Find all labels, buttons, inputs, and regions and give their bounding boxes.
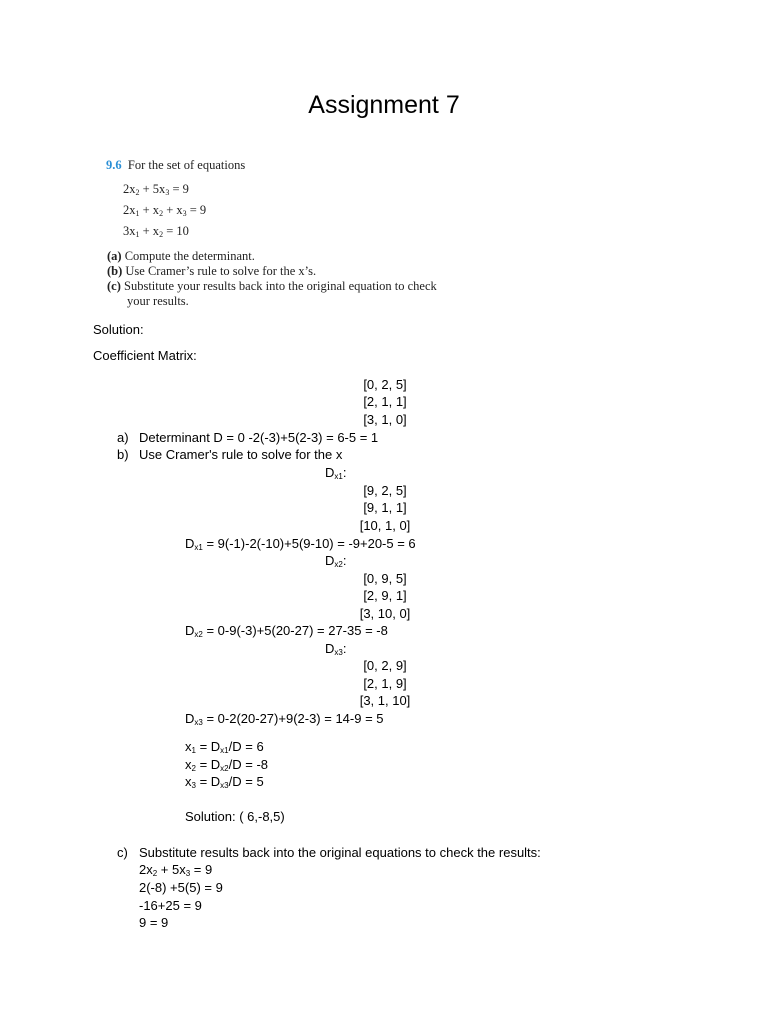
problem-equation-1: $2x_2 + 5x_3 = 9$ [123, 182, 189, 197]
coefficient-label: Coefficient Matrix: [93, 348, 197, 363]
page-title: Assignment 7 [308, 91, 460, 119]
problem-number: 9.6 [106, 158, 122, 172]
problem-equation-2: $2x_1 + x_2 + x_3 = 9$ [123, 203, 207, 218]
coefficient-row-2: [2, 1, 1] [363, 394, 407, 409]
determinant-line: Determinant D = 0 -2(-3)+5(2-3) = 6-5 = 1 [139, 430, 379, 445]
list-marker-a: a) [117, 430, 129, 445]
dx3-label: $D_{x3}$: [325, 641, 347, 657]
dx2-label: $D_{x2}$: [325, 553, 347, 569]
x2-result: $x_2 = D_{x2}/D = -8$ [185, 757, 268, 773]
dx3-row-3: [3, 1, 10] [359, 693, 411, 708]
list-marker-c: c) [117, 845, 128, 860]
solution-result: Solution: ( 6,-8,5) [185, 809, 285, 824]
dx1-row-1: [9, 2, 5] [363, 483, 407, 498]
problem-part-c-continued: your results. [127, 294, 189, 308]
coefficient-row-3: [3, 1, 0] [363, 412, 407, 427]
dx3-row-1: [0, 2, 9] [363, 658, 407, 673]
dx1-equation: $D_{x1} = 9(-1)-2(-10)+5(9-10) = -9+20-5 = 6$ [185, 536, 416, 552]
problem-part-a: (a) Compute the determinant. [107, 249, 255, 263]
check-step-1: 2(-8) +5(5) = 9 [139, 880, 223, 895]
substitute-line: Substitute results back into the original equations to check the results: [139, 845, 541, 860]
dx2-row-1: [0, 9, 5] [363, 571, 407, 586]
dx2-row-3: [3, 10, 0] [359, 606, 411, 621]
coefficient-row-1: [0, 2, 5] [363, 377, 407, 392]
dx1-label: $D_{x1}$: [325, 465, 347, 481]
check-equation: $2x_2 + 5x_3 = 9$ [139, 862, 213, 878]
dx3-equation: $D_{x3} = 0-2(20-27)+9(2-3) = 14-9 = 5$ [185, 711, 384, 727]
dx2-row-2: [2, 9, 1] [363, 588, 407, 603]
x3-result: $x_3 = D_{x3}/D = 5$ [185, 774, 264, 790]
check-step-3: 9 = 9 [139, 915, 169, 930]
problem-part-c: (c) Substitute your results back into the original equation to check [107, 279, 437, 293]
problem-header [106, 159, 245, 172]
check-step-2: -16+25 = 9 [139, 898, 202, 913]
dx1-row-2: [9, 1, 1] [363, 500, 407, 515]
dx2-equation: $D_{x2} = 0-9(-3)+5(20-27) = 27-35 = -8$ [185, 623, 388, 639]
problem-intro: For the set of equations [127, 158, 246, 172]
cramer-line: Use Cramer's rule to solve for the x [139, 447, 343, 462]
problem-part-b: (b) Use Cramer’s rule to solve for the x’s. [107, 264, 317, 278]
solution-label: Solution: [93, 322, 144, 337]
list-marker-b: b) [117, 447, 129, 462]
problem-equation-3: $3x_1 + x_2 = 10$ [123, 224, 189, 239]
dx3-row-2: [2, 1, 9] [363, 676, 407, 691]
dx1-row-3: [10, 1, 0] [359, 518, 411, 533]
x1-result: $x_1 = D_{x1}/D = 6$ [185, 739, 264, 755]
